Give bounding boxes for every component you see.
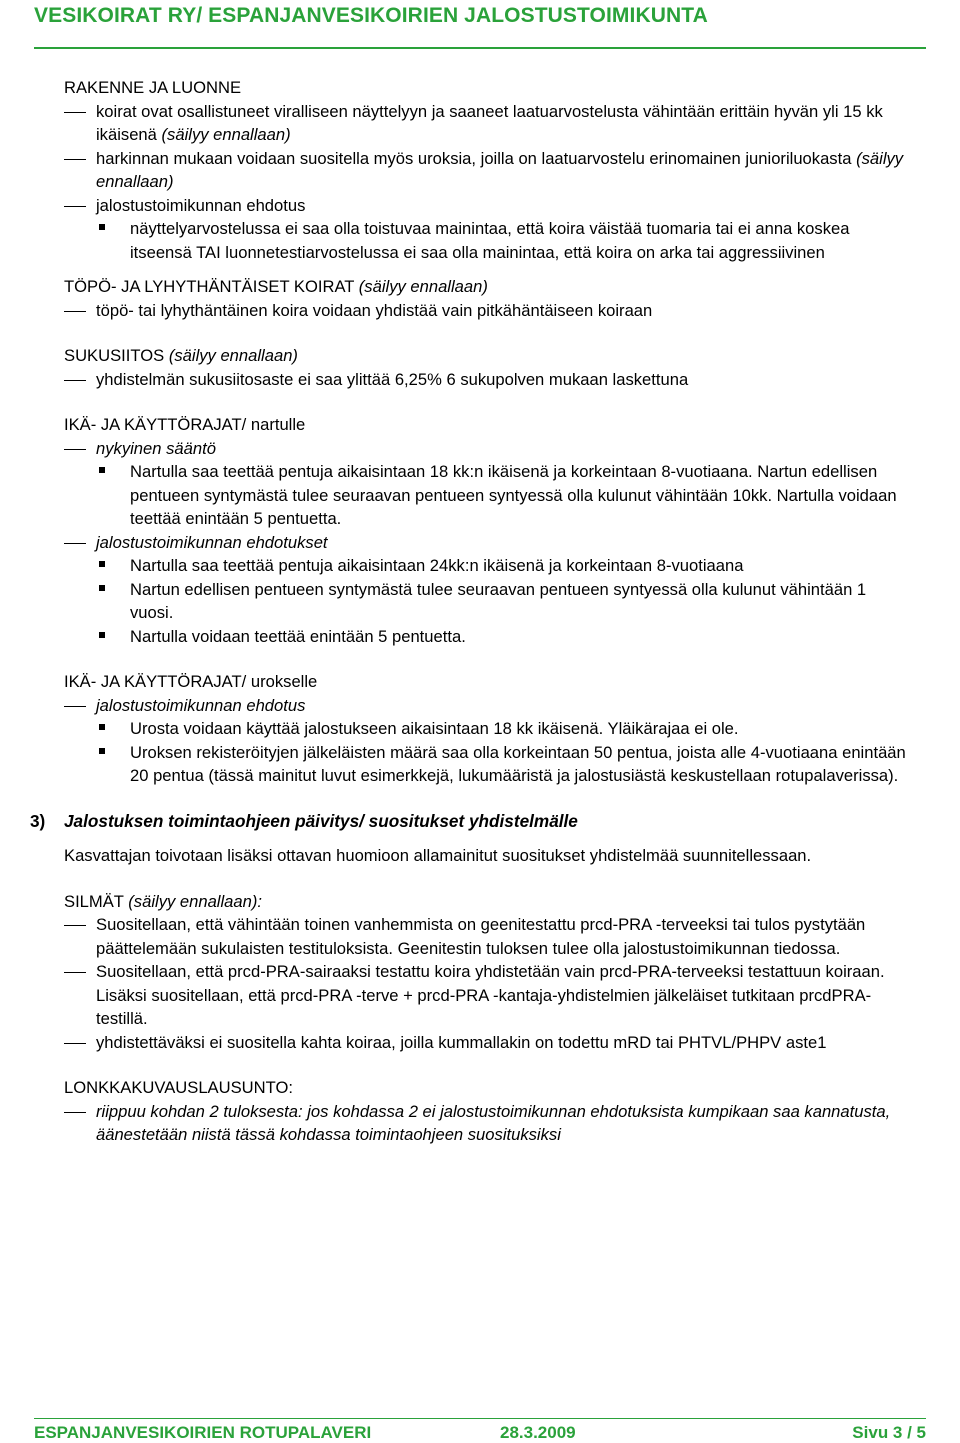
ika-nartulle-rule-2-sub-2: Nartun edellisen pentueen syntymästä tulee seuraavan pentueen syntyessä olla kulunut vähintään 1 vuosi. xyxy=(64,578,914,625)
document-body xyxy=(30,76,914,1147)
ika-nartulle-heading: IKÄ- JA KÄYTTÖRAJAT/ nartulle xyxy=(64,415,306,434)
topo-heading: TÖPÖ- JA LYHYTHÄNTÄISET KOIRAT (säilyy ennallaan) xyxy=(64,277,488,296)
ika-nartulle-rule-1: nykyinen sääntö xyxy=(64,437,914,461)
ika-nartulle-rule-2: jalostustoimikunnan ehdotukset xyxy=(64,531,914,555)
silmat-item-3: yhdistettäväksi ei suositella kahta koiraa, joilla kummallakin on todettu mRD tai PHTVL/PHPV aste1 xyxy=(64,1031,914,1055)
lonkka-item-1: riippuu kohdan 2 tuloksesta: jos kohdassa 2 ei jalostustoimikunnan ehdotuksista kumpikaan saa kannatusta, äänestetään niistä tässä kohdassa toimintaohjeen suosituksiksi xyxy=(64,1100,914,1147)
header-divider xyxy=(34,47,926,49)
sukusiitos-heading: SUKUSIITOS (säilyy ennallaan) xyxy=(64,346,298,365)
ika-urokselle-rule-1-sub-2: Uroksen rekisteröityjen jälkeläisten määrä saa olla korkeintaan 50 pentua, joista alle 4-vuotiaana enintään 20 pentua (tässä mainitut luvut esimerkkejä, lukumääristä ja jalostusiästä keskustellaan rotupalaverissa). xyxy=(64,741,914,788)
rakenne-item-1: koirat ovat osallistuneet viralliseen näyttelyyn ja saaneet laatuarvostelusta vähintään erittäin hyvän yli 15 kk ikäisenä (säilyy ennallaan) xyxy=(64,100,914,147)
page-header-title: VESIKOIRAT RY/ ESPANJANVESIKOIRIEN JALOSTUSTOIMIKUNTA xyxy=(34,4,708,27)
silmat-item-1: Suositellaan, että vähintään toinen vanhemmista on geenitestattu prcd-PRA -terveeksi tai tulos pystytään päättelemään sukulaisten testituloksista. Geenitestin tuloksen tulee olla jalostustoimikunnan tiedossa. xyxy=(64,913,914,960)
ika-urokselle-rule-1-sub-1: Urosta voidaan käyttää jalostukseen aikaisintaan 18 kk ikäisenä. Yläikärajaa ei ole. xyxy=(64,717,914,741)
ika-nartulle-rule-1-sub-1: Nartulla saa teettää pentuja aikaisintaan 18 kk:n ikäisenä ja korkeintaan 8-vuotiaana. Nartun edellisen pentueen syntymästä tulee seuraavan pentueen syntyessä olla kulunut vähintään 10kk. Nartulla voidaan teettää enintään 5 pentuetta. xyxy=(64,460,914,531)
rakenne-heading: RAKENNE JA LUONNE xyxy=(64,78,242,97)
silmat-item-2: Suositellaan, että prcd-PRA-sairaaksi testattu koira yhdistetään vain prcd-PRA-terveeksi testattuun koiraan. Lisäksi suositellaan, että prcd-PRA -terve + prcd-PRA -kantaja-yhdistelmien jälkeläiset tutkitaan prcdPRA-testillä. xyxy=(64,960,914,1031)
rakenne-item-2: harkinnan mukaan voidaan suositella myös uroksia, joilla on laatuarvostelu erinomainen junioriluokasta (säilyy ennallaan) xyxy=(64,147,914,194)
topo-item-1: töpö- tai lyhythäntäinen koira voidaan yhdistää vain pitkähäntäiseen koiraan xyxy=(64,299,914,323)
ika-nartulle-rule-2-sub-1: Nartulla saa teettää pentuja aikaisintaan 24kk:n ikäisenä ja korkeintaan 8-vuotiaana xyxy=(64,554,914,578)
section-3-intro: Kasvattajan toivotaan lisäksi ottavan huomioon allamainitut suositukset yhdistelmää suunnitellessaan. xyxy=(64,846,812,865)
ika-urokselle-rule-1: jalostustoimikunnan ehdotus xyxy=(64,694,914,718)
footer-page-number: Sivu 3 / 5 xyxy=(852,1423,926,1442)
footer-document-title: ESPANJANVESIKOIRIEN ROTUPALAVERI xyxy=(34,1423,372,1442)
lonkka-heading: LONKKAKUVAUSLAUSUNTO: xyxy=(64,1078,293,1097)
sukusiitos-item-1: yhdistelmän sukusiitosaste ei saa ylittää 6,25% 6 sukupolven mukaan laskettuna xyxy=(64,368,914,392)
rakenne-item-3: jalostustoimikunnan ehdotus xyxy=(64,194,914,218)
ika-nartulle-rule-2-sub-3: Nartulla voidaan teettää enintään 5 pentuetta. xyxy=(64,625,914,649)
ika-urokselle-heading: IKÄ- JA KÄYTTÖRAJAT/ urokselle xyxy=(64,672,318,691)
silmat-heading: SILMÄT (säilyy ennallaan): xyxy=(64,891,263,911)
footer-date: 28.3.2009 xyxy=(500,1423,576,1442)
page-footer xyxy=(34,1418,926,1442)
rakenne-item-3-sub-1: näyttelyarvostelussa ei saa olla toistuvaa mainintaa, että koira väistää tuomaria tai ei anna koskea itseensä TAI luonnetestiarvostelussa ei saa olla mainintaa, että koira on arka tai aggressiivinen xyxy=(64,217,914,264)
section-3-title: 3) Jalostuksen toimintaohjeen päivitys/ suositukset yhdistelmälle xyxy=(30,810,578,831)
